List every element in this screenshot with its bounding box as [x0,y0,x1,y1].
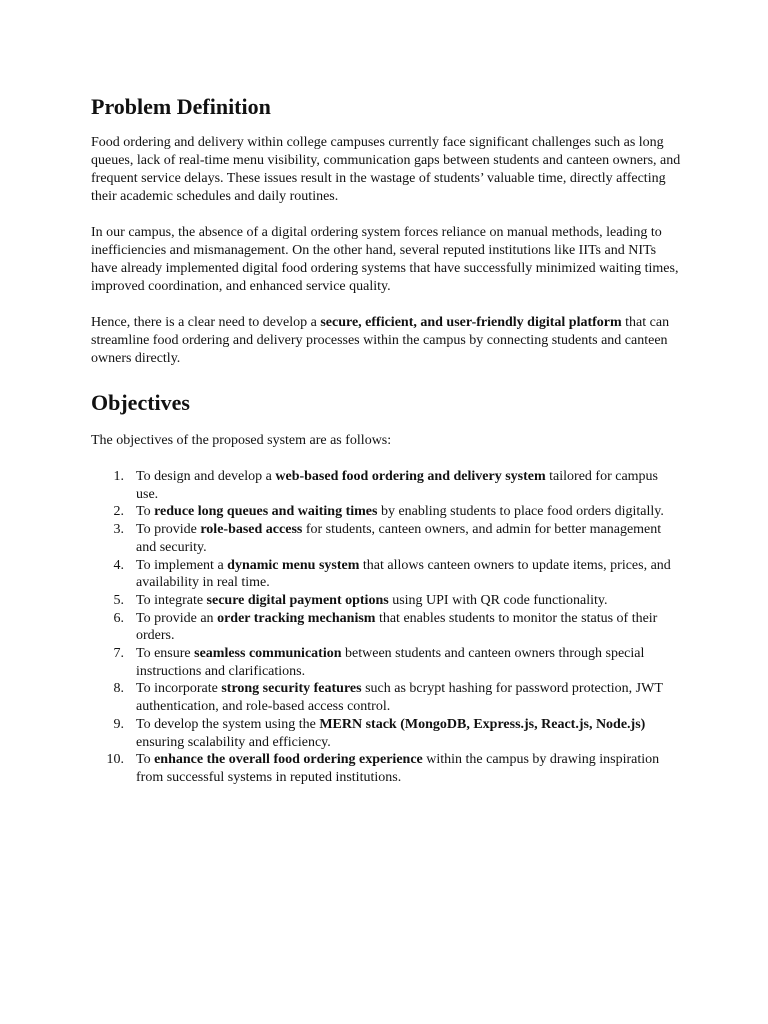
objective-number: 9. [113,716,124,732]
objective-text: To integrate [136,592,207,608]
objective-emphasis: secure digital payment options [206,592,389,608]
objective-text: To ensure [136,646,195,662]
objective-text-end: for students, canteen owners, and admin for better management and security. [136,522,662,555]
objective-text: To [136,504,155,520]
objective-emphasis: role-based access [200,522,303,538]
objectives-list [91,468,682,787]
objective-item [91,645,682,680]
objective-number: 3. [113,522,124,538]
objective-number: 10. [106,752,124,768]
objectives-intro: The objectives of the proposed system are as follows: [91,433,392,448]
objectives-heading: Objectives [91,390,190,415]
problem-paragraph-1: Food ordering and delivery within college campuses currently face significant challenges such as long queues, lack of real-time menu visibility, communication gaps between students and canteen owners, and frequent service delays. These issues result in the wastage of students’ valuable time, directly affecting their academic schedules and daily routines. [91,135,681,204]
objective-item [91,503,682,521]
objective-text-end: using UPI with QR code functionality. [388,592,608,608]
objective-text: To incorporate [136,681,222,697]
objective-text: To design and develop a [136,469,276,484]
objective-number: 8. [113,681,124,697]
problem-definition-heading: Problem Definition [91,94,271,119]
objective-number: 5. [113,592,124,608]
objective-text: To develop the system using the [136,716,320,732]
objective-number: 4. [113,557,124,573]
problem-paragraph-3-text: Hence, there is a clear need to develop a [91,315,321,330]
objective-number: 1. [113,469,124,484]
objective-emphasis: web-based food ordering and delivery system [275,469,546,484]
objective-text: To provide an [136,610,218,626]
objective-emphasis: MERN stack (MongoDB, Express.js, React.js, Node.js) [319,716,646,732]
objective-emphasis: seamless communication [194,646,342,662]
objective-item [91,751,682,786]
objective-emphasis: order tracking mechanism [217,610,376,626]
problem-paragraph-3-text-end: that can streamline food ordering and delivery processes within the campus by connecting students and canteen owners directly. [91,315,670,366]
problem-paragraph-3 [91,314,682,368]
objective-emphasis: strong security features [221,681,362,697]
objective-text: To implement a [136,557,228,573]
objective-text: To provide [136,522,201,538]
objective-item [91,716,682,751]
objective-item [91,468,682,503]
objective-text-end: tailored for campus use. [136,469,659,502]
objective-text-end: that enables students to monitor the status of their orders. [136,610,658,644]
objective-text-end: such as bcrypt hashing for password protection, JWT authentication, and role-based access control. [136,681,663,715]
objective-text-end: by enabling students to place food orders digitally. [377,504,664,520]
objective-text: To [136,752,155,768]
objective-text-end: ensuring scalability and efficiency. [136,734,331,750]
problem-paragraph-3-emphasis: secure, efficient, and user-friendly digital platform [320,315,622,330]
objective-text-end: that allows canteen owners to update items, prices, and availability in real time. [136,557,671,591]
objective-emphasis: enhance the overall food ordering experience [154,752,423,768]
objective-text-end: within the campus by drawing inspiration from successful systems in reputed institutions. [136,752,660,785]
objective-item [91,680,682,715]
objective-number: 2. [113,504,124,520]
objective-emphasis: reduce long queues and waiting times [154,504,378,520]
problem-paragraph-2: In our campus, the absence of a digital ordering system forces reliance on manual methods, leading to inefficiencies and mismanagement. On the other hand, several reputed institutions like IITs and NITs have already implemented digital food ordering systems that have successfully minimized waiting times, improved coordination, and enhanced service quality. [91,225,679,294]
objective-item [91,521,682,556]
objective-number: 7. [113,646,124,662]
objective-text-end: between students and canteen owners through special instructions and clarifications. [136,646,645,679]
objective-number: 6. [113,610,124,626]
objective-item [91,592,682,610]
objective-emphasis: dynamic menu system [227,557,360,573]
objective-item [91,610,682,645]
objective-item [91,557,682,592]
